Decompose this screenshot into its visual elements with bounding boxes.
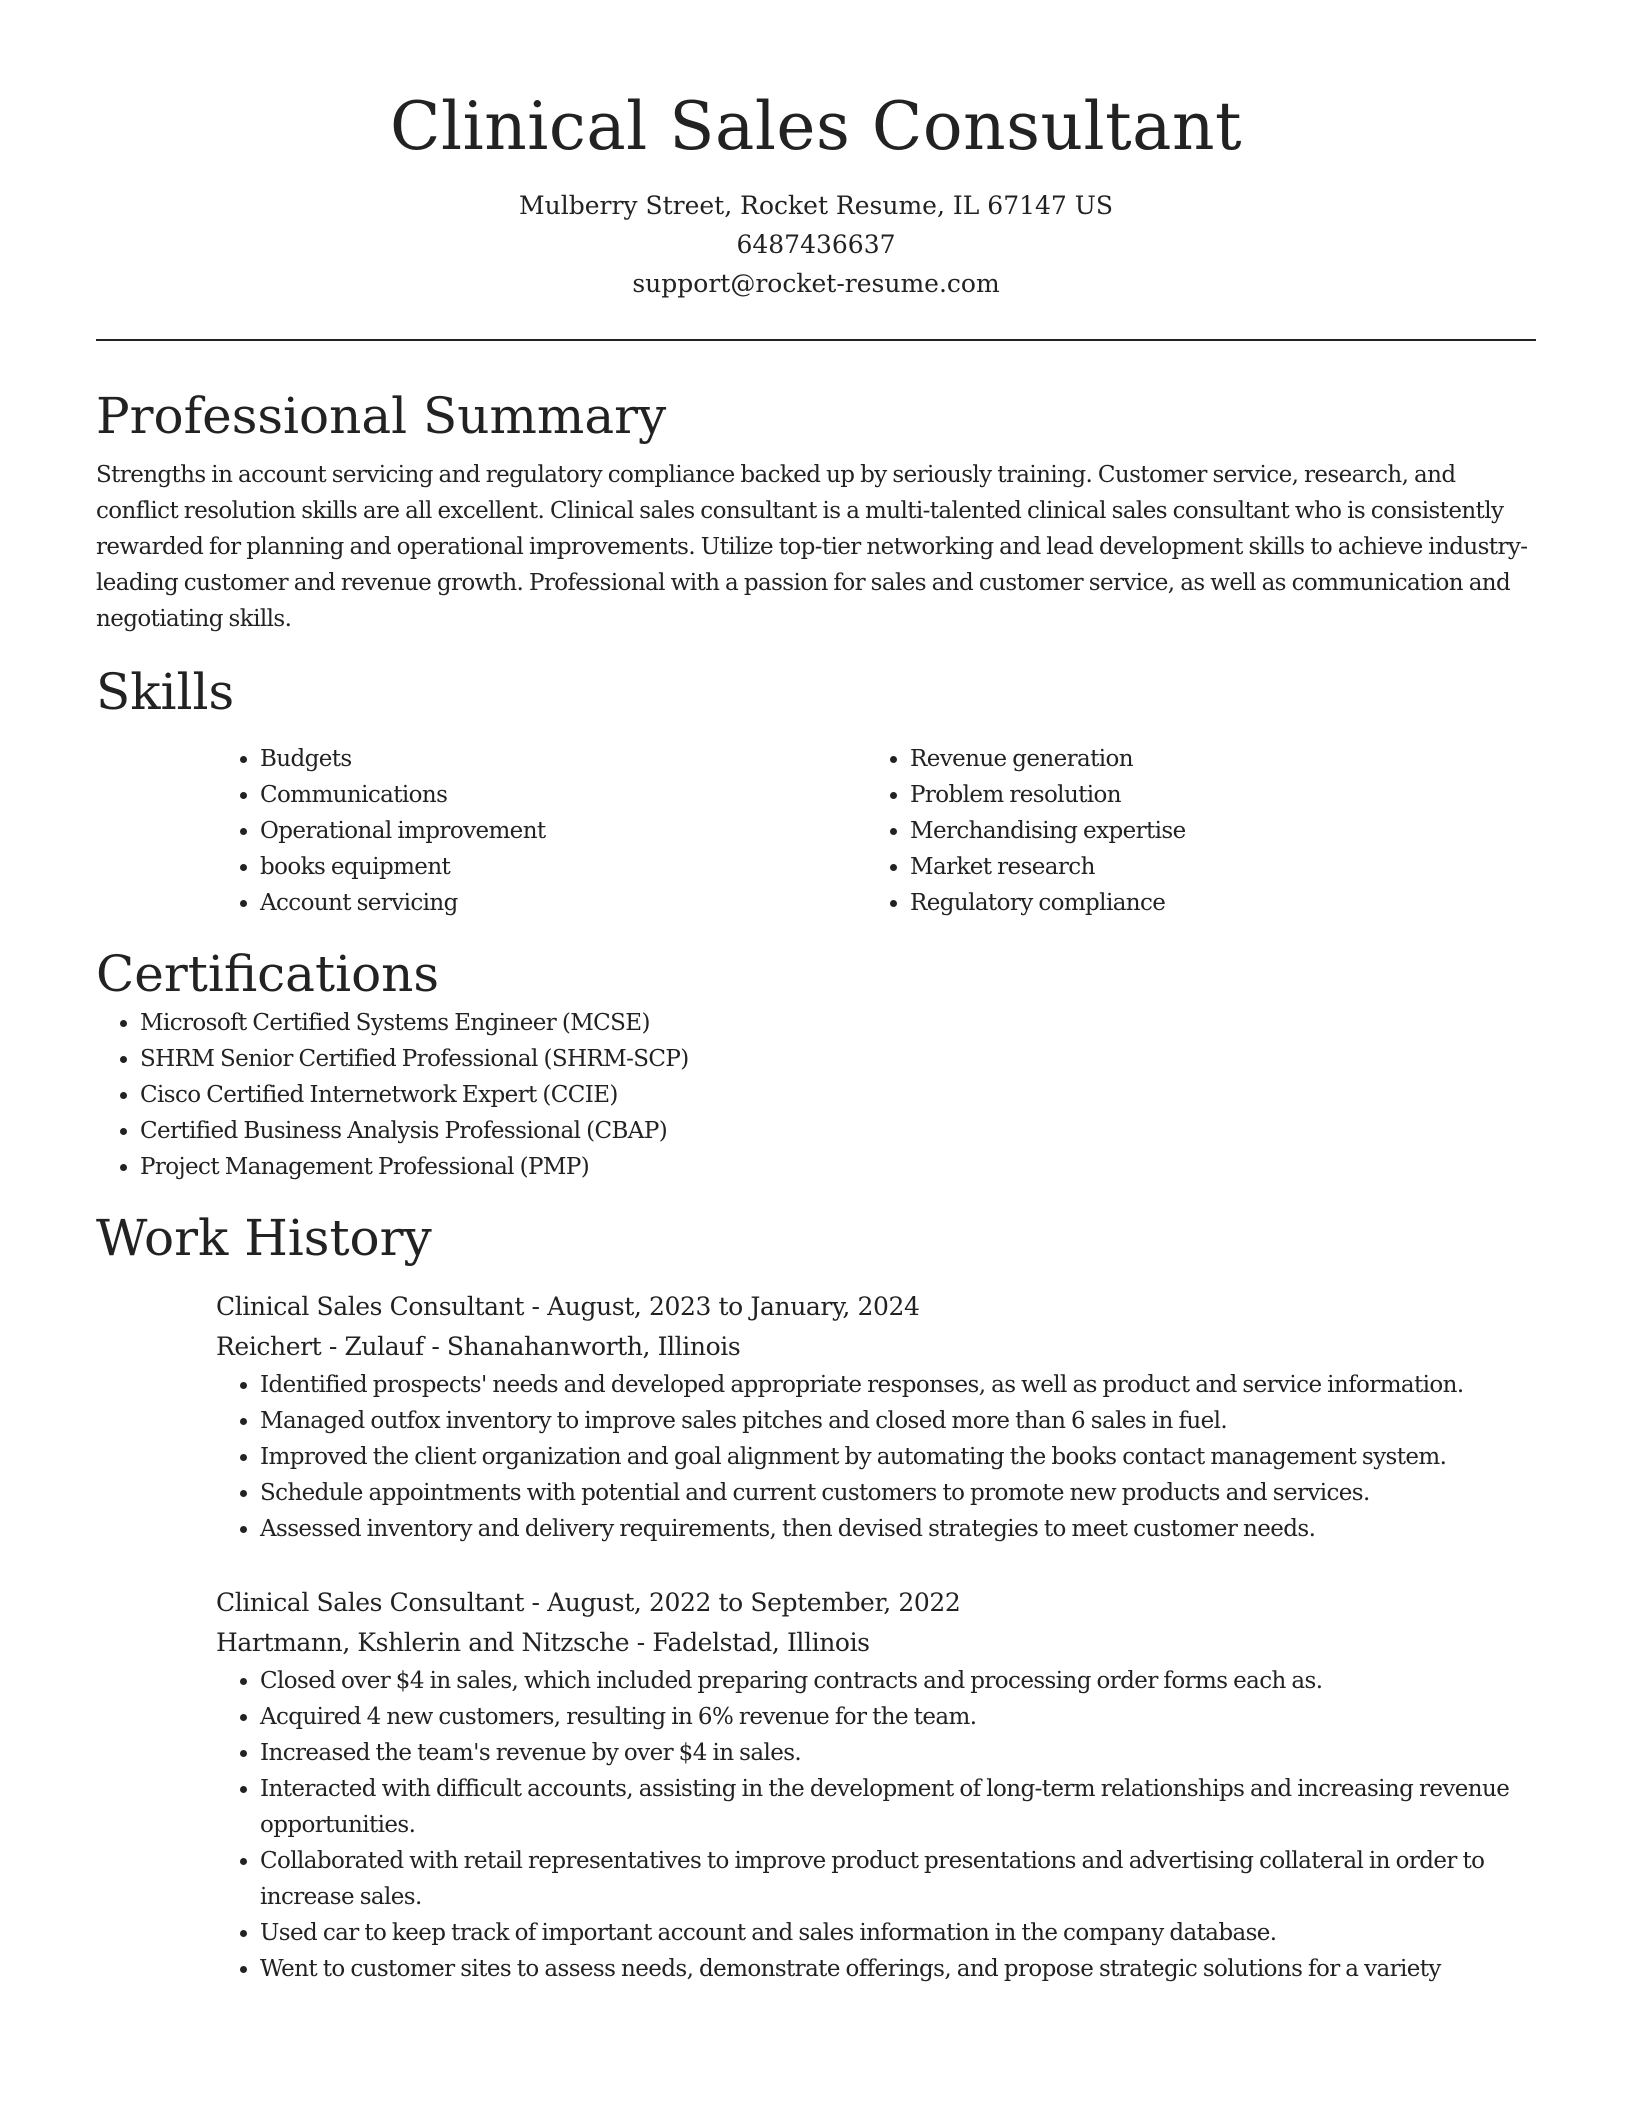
- job-bullet: • Used car to keep track of important account and sales information in the company database.: [260, 1915, 1536, 1951]
- job-bullet: • Interacted with difficult accounts, assisting in the development of long-term relationships and increasing revenue opportunities.: [260, 1771, 1536, 1843]
- resume-header: [96, 0, 1536, 341]
- job-bullet: • Managed outfox inventory to improve sales pitches and closed more than 6 sales in fuel.: [260, 1403, 1536, 1439]
- skill-item: • Market research: [910, 849, 1516, 885]
- job-bullet: • Acquired 4 new customers, resulting in 6% revenue for the team.: [260, 1699, 1536, 1735]
- job-bullet: • Assessed inventory and delivery requirements, then devised strategies to meet customer needs.: [260, 1511, 1536, 1547]
- skill-item: • Budgets: [260, 741, 866, 777]
- skills-right-column: [866, 741, 1516, 921]
- email: support@rocket-resume.com: [632, 269, 1000, 298]
- job-company: Hartmann, Kshlerin and Nitzsche: [216, 1628, 630, 1657]
- job-bullet: • Increased the team's revenue by over $4 in sales.: [260, 1735, 1536, 1771]
- skill-item: • books equipment: [260, 849, 866, 885]
- skill-item: • Communications: [260, 777, 866, 813]
- skill-item: • Problem resolution: [910, 777, 1516, 813]
- certification-item: • Project Management Professional (PMP): [140, 1149, 1536, 1185]
- header-divider: [96, 339, 1536, 341]
- certification-item: • Certified Business Analysis Professional (CBAP): [140, 1113, 1536, 1149]
- job-bullet: • Identified prospects' needs and developed appropriate responses, as well as product and service information.: [260, 1367, 1536, 1403]
- skills-grid: [216, 741, 1536, 921]
- skill-item: • Account servicing: [260, 885, 866, 921]
- job-dates: - August, 2022 to September, 2022: [531, 1588, 961, 1617]
- resume-page: [96, 0, 1536, 1987]
- job-title: Clinical Sales Consultant: [216, 1292, 524, 1321]
- job-title: Clinical Sales Consultant: [216, 1588, 524, 1617]
- certification-item: • SHRM Senior Certified Professional (SHRM-SCP): [140, 1041, 1536, 1077]
- certifications-heading: Certifications: [96, 945, 440, 1003]
- job-title-line: [216, 1287, 1536, 1327]
- job-entry: [216, 1583, 1536, 1987]
- work-history-section: [96, 1207, 1536, 1987]
- job-bullets: [216, 1663, 1536, 1987]
- candidate-name: Clinical Sales Consultant: [390, 88, 1242, 165]
- skill-item: • Regulatory compliance: [910, 885, 1516, 921]
- summary-section: [96, 385, 1536, 637]
- skill-item: • Operational improvement: [260, 813, 866, 849]
- certification-item: • Cisco Certified Internetwork Expert (CCIE): [140, 1077, 1536, 1113]
- job-bullets: [216, 1367, 1536, 1547]
- work-history-heading: Work History: [96, 1209, 432, 1267]
- summary-text: Strengths in account servicing and regulatory compliance backed up by seriously training. Customer service, research, and conflict resolution skills are all excellent. Clinical sales consultant is a multi-talented clinical sales consultant who is consistently rewarded for planning and operational improvements. Utilize top-tier networking and lead development skills to achieve industry-leading customer and revenue growth. Professional with a passion for sales and customer service, as well as communication and negotiating skills.: [96, 462, 1528, 632]
- address: Mulberry Street, Rocket Resume, IL 67147 US: [519, 191, 1113, 220]
- skill-item: • Revenue generation: [910, 741, 1516, 777]
- certification-item: • Microsoft Certified Systems Engineer (MCSE): [140, 1005, 1536, 1041]
- job-bullet: • Improved the client organization and goal alignment by automating the books contact management system.: [260, 1439, 1536, 1475]
- job-location: - Fadelstad, Illinois: [636, 1628, 870, 1657]
- job-location: - Shanahanworth, Illinois: [431, 1332, 741, 1361]
- phone: 6487436637: [736, 230, 896, 259]
- job-entry: [216, 1287, 1536, 1547]
- job-bullet: • Closed over $4 in sales, which included preparing contracts and processing order forms each as.: [260, 1663, 1536, 1699]
- job-company-line: [216, 1327, 1536, 1367]
- skills-heading: Skills: [96, 663, 235, 721]
- summary-heading: Professional Summary: [96, 387, 667, 445]
- job-bullet: • Went to customer sites to assess needs, demonstrate offerings, and propose strategic solutions for a variety: [260, 1951, 1536, 1987]
- job-title-line: [216, 1583, 1536, 1623]
- certifications-list: [96, 1005, 1536, 1185]
- job-bullet: • Schedule appointments with potential and current customers to promote new products and services.: [260, 1475, 1536, 1511]
- skill-item: • Merchandising expertise: [910, 813, 1516, 849]
- certifications-section: [96, 943, 1536, 1185]
- job-dates: - August, 2023 to January, 2024: [531, 1292, 920, 1321]
- skills-left-column: [216, 741, 866, 921]
- contact-info: [96, 186, 1536, 303]
- job-bullet: • Collaborated with retail representatives to improve product presentations and advertising collateral in order to increase sales.: [260, 1843, 1536, 1915]
- job-company: Reichert - Zulauf: [216, 1332, 424, 1361]
- job-company-line: [216, 1623, 1536, 1663]
- skills-section: [96, 661, 1536, 921]
